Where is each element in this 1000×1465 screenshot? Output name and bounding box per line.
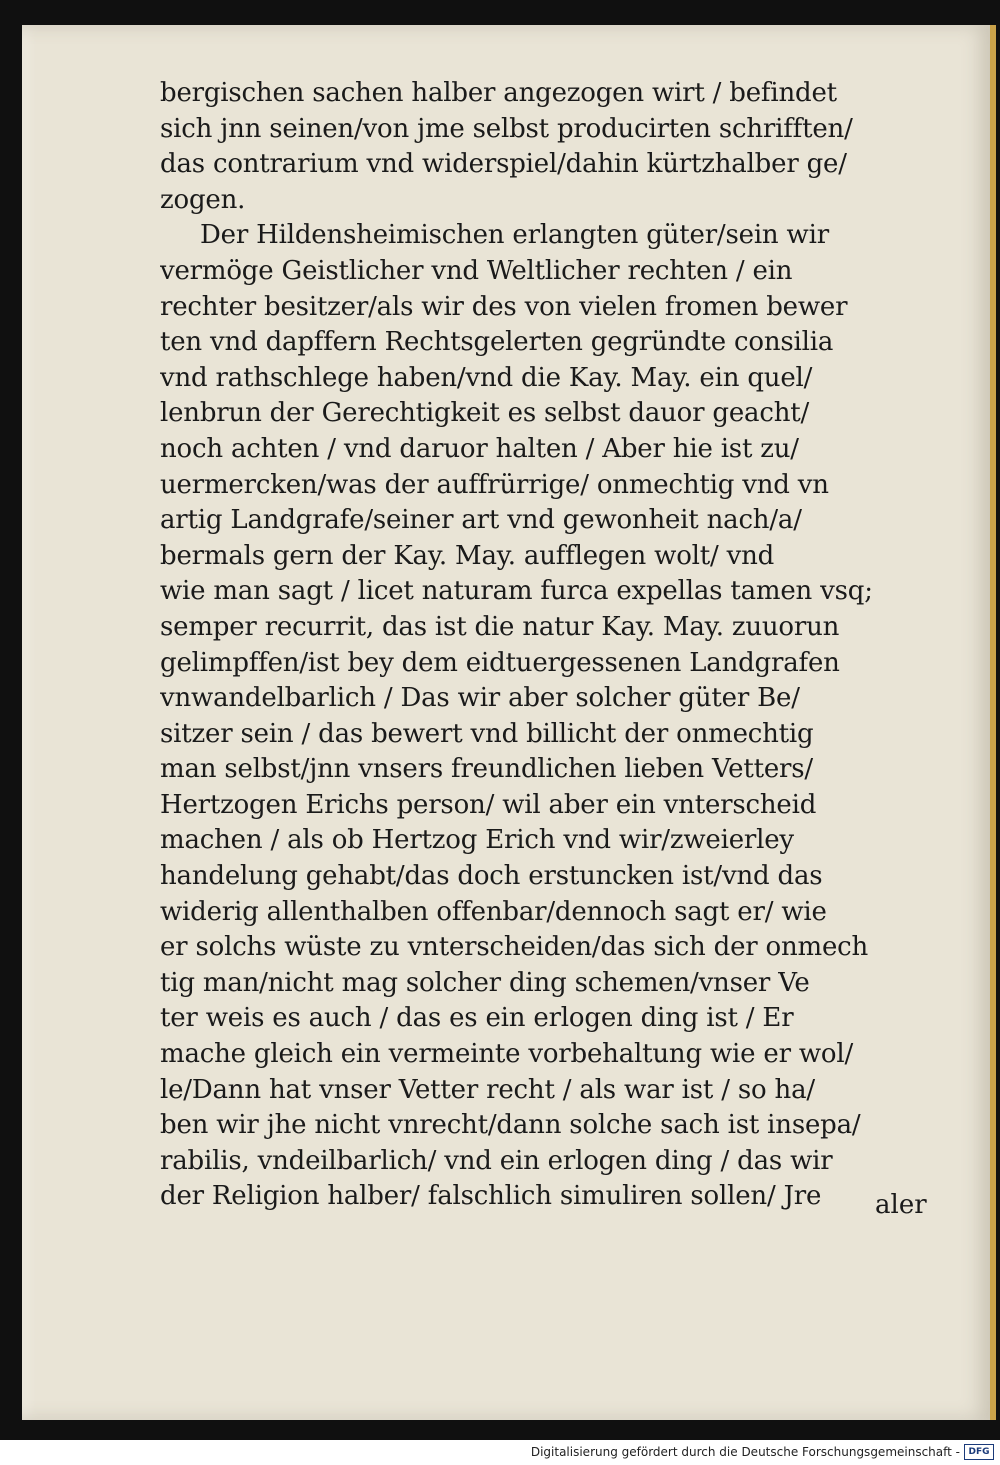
text-line: ten vnd dapffern Rechtsgelerten gegründte consilia <box>160 327 834 358</box>
text-line: noch achten / vnd daruor halten / Aber hie ist zu/ <box>160 433 799 464</box>
text-line: machen / als ob Hertzog Erich vnd wir/zweierley <box>160 825 794 856</box>
text-line: vermöge Geistlicher vnd Weltlicher rechten / ein <box>160 255 793 286</box>
text-line: sitzer sein / das bewert vnd billicht der onmechtig <box>160 718 814 749</box>
text-line: semper recurrit, das ist die natur Kay. May. zuuorun <box>160 611 840 642</box>
text-line: ben wir jhe nicht vnrecht/dann solche sach ist insepa/ <box>160 1110 861 1141</box>
text-line: der Religion halber/ falschlich simuliren sollen/ Jre <box>160 1181 822 1212</box>
dfg-logo-icon: DFG <box>964 1444 994 1460</box>
text-line: Hertzogen Erichs person/ wil aber ein vnterscheid <box>160 789 817 820</box>
text-line: sich jnn seinen/von jme selbst producirten schrifften/ <box>160 113 853 144</box>
text-line: le/Dann hat vnser Vetter recht / als war ist / so ha/ <box>160 1074 815 1105</box>
text-line: zogen. <box>160 184 246 215</box>
text-line: man selbst/jnn vnsers freundlichen lieben Vetters/ <box>160 754 813 785</box>
text-line: Der Hildensheimischen erlangten güter/sein wir <box>200 220 829 251</box>
text-line: wie man sagt / licet naturam furca expellas tamen vsq; <box>160 576 873 607</box>
footer-bar <box>0 1440 1000 1465</box>
text-line: ter weis es auch / das es ein erlogen ding ist / Er <box>160 1003 794 1034</box>
text-line: bermals gern der Kay. May. aufflegen wolt/ vnd <box>160 540 775 571</box>
text-line: tig man/nicht mag solcher ding schemen/vnser Ve <box>160 967 810 998</box>
text-line: artig Landgrafe/seiner art vnd gewonheit nach/a/ <box>160 505 802 536</box>
text-line: mache gleich ein vermeinte vorbehaltung wie er wol/ <box>160 1039 854 1070</box>
text-line: gelimpffen/ist bey dem eidtuergessenen Landgrafen <box>160 647 840 678</box>
text-line: rechter besitzer/als wir des von vielen fromen bewer <box>160 291 848 322</box>
text-line: vnwandelbarlich / Das wir aber solcher güter Be/ <box>160 683 800 714</box>
text-line: widerig allenthalben offenbar/dennoch sagt er/ wie <box>160 896 827 927</box>
funding-credit: Digitalisierung gefördert durch die Deutsche Forschungsgemeinschaft - <box>530 1445 960 1459</box>
text-line: uermercken/was der auffrürrige/ onmechtig vnd vn <box>160 469 829 500</box>
text-line: vnd rathschlege haben/vnd die Kay. May. ein quel/ <box>160 362 813 393</box>
page-body-text <box>160 76 950 1215</box>
text-line: rabilis, vndeilbarlich/ vnd ein erlogen ding / das wir <box>160 1145 833 1176</box>
text-line: bergischen sachen halber angezogen wirt / befindet <box>160 78 837 108</box>
text-line: das contrarium vnd widerspiel/dahin kürtzhalber ge/ <box>160 149 847 180</box>
catchword: aler <box>875 1190 927 1220</box>
page-edge <box>990 25 996 1420</box>
text-line: er solchs wüste zu vnterscheiden/das sich der onmech <box>160 932 869 963</box>
text-line: lenbrun der Gerechtigkeit es selbst dauor geacht/ <box>160 398 810 429</box>
text-line: handelung gehabt/das doch erstuncken ist/vnd das <box>160 861 823 892</box>
